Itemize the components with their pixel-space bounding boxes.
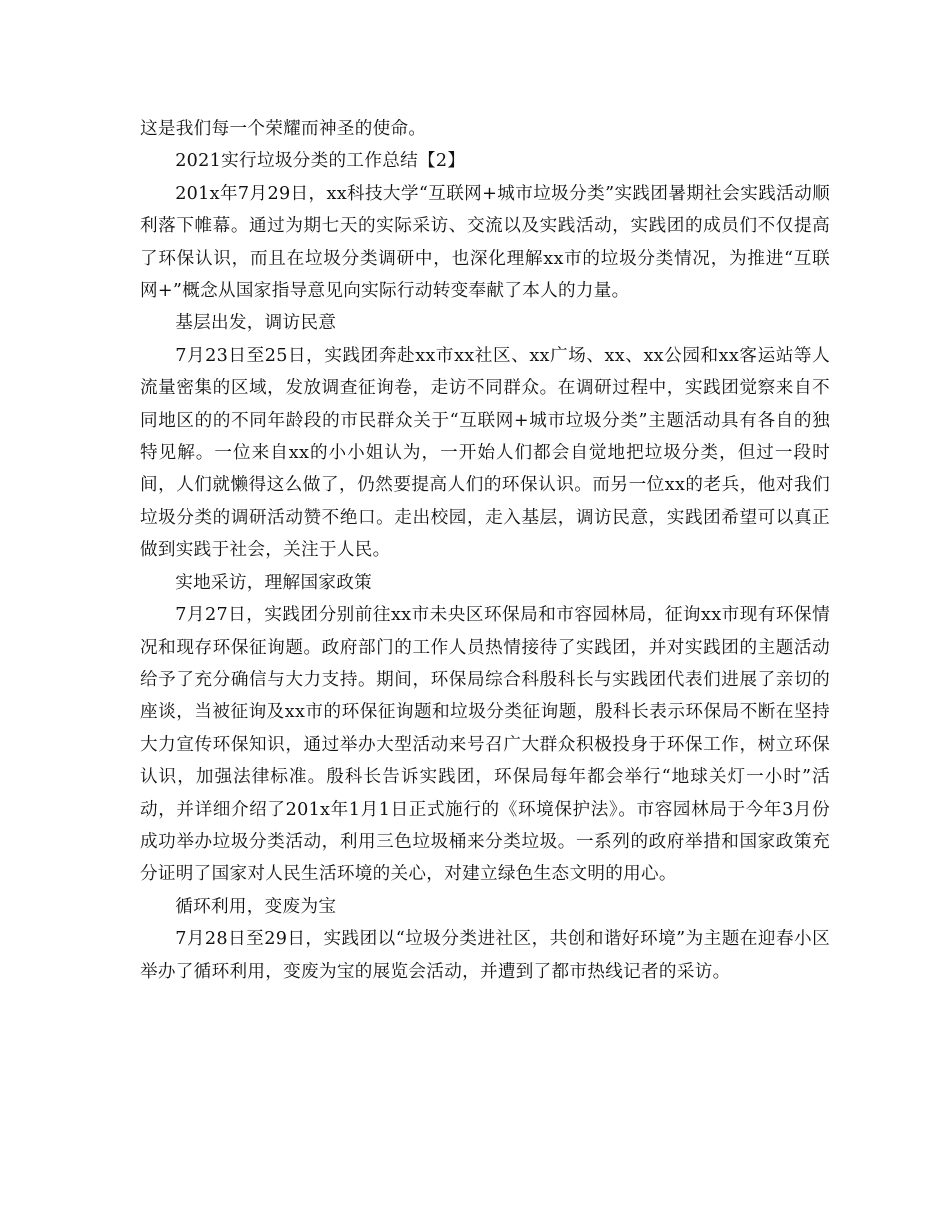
subheading-recycling: 循环利用，变废为宝	[175, 896, 337, 917]
paragraph-exhibition: 7月28日至29日，实践团以“垃圾分类进社区，共创和谐好环境”为主题在迎春小区举办了循环利用，变废为宝的展览会活动，并遭到了都市热线记者的采访。	[140, 929, 830, 982]
paragraph-survey: 7月23日至25日，实践团奔赴xx市xx社区、xx广场、xx、xx公园和xx客运站等人流量密集的区域，发放调查征询卷，走访不同群众。在调研过程中，实践团觉察来自不同地区的的不同年龄段的市民群众关于“互联网+城市垃圾分类”主题活动具有各自的独特见解。一位来自xx的小小姐认为，一开始人们都会自觉地把垃圾分类，但过一段时间，人们就懒得这么做了，仍然要提高人们的环保认识。而另一位xx的老兵，他对我们垃圾分类的调研活动赞不绝口。走出校园，走入基层，调访民意，实践团希望可以真正做到实践于社会，关注于人民。	[140, 345, 830, 561]
document-body	[140, 113, 830, 988]
paragraph-intro: 201x年7月29日，xx科技大学“互联网+城市垃圾分类”实践团暑期社会实践活动顺利落下帷幕。通过为期七天的实际采访、交流以及实践活动，实践团的成员们不仅提高了环保认识，而且在垃圾分类调研中，也深化理解xx市的垃圾分类情况，为推进“互联网+”概念从国家指导意见向实际行动转变奉献了本人的力量。	[140, 183, 830, 302]
subheading-field-interview: 实地采访，理解国家政策	[175, 572, 373, 593]
subheading-grassroots: 基层出发，调访民意	[175, 313, 337, 334]
section-heading-title: 2021实行垃圾分类的工作总结【2】	[175, 151, 466, 172]
paragraph-closing-line: 这是我们每一个荣耀而神圣的使命。	[140, 119, 427, 139]
paragraph-policy: 7月27日，实践团分别前往xx市未央区环保局和市容园林局，征询xx市现有环保情况和现存环保征询题。政府部门的工作人员热情接待了实践团，并对实践团的主题活动给予了充分确信与大力支持。期间，环保局综合科殷科长与实践团代表们进展了亲切的座谈，当被征询及xx市的环保征询题和垃圾分类征询题，殷科长表示环保局不断在坚持大力宣传环保知识，通过举办大型活动来号召广大群众积极投身于环保工作，树立环保认识，加强法律标准。殷科长告诉实践团，环保局每年都会举行“地球关灯一小时”活动，并详细介绍了201x年1月1日正式施行的《环境保护法》。市容园林局于今年3月份成功举办垃圾分类活动，利用三色垃圾桶来分类垃圾。一系列的政府举措和国家政策充分证明了国家对人民生活环境的关心，对建立绿色生态文明的用心。	[140, 605, 830, 885]
